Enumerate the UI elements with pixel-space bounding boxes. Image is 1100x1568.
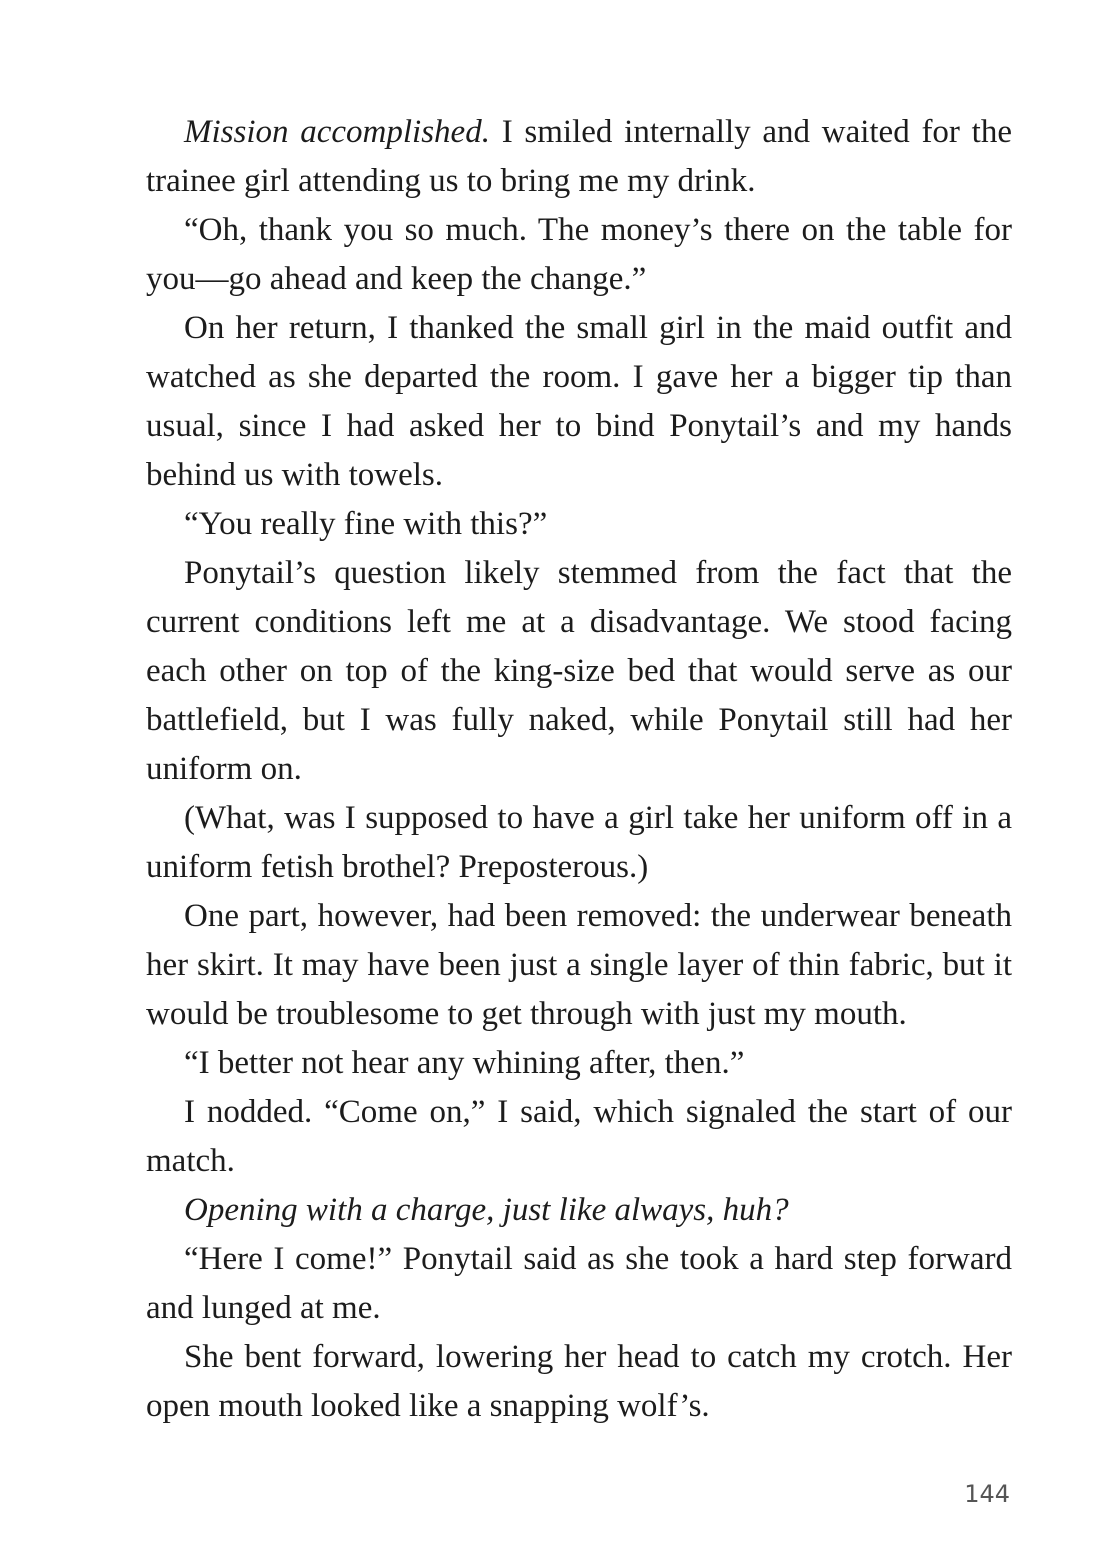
- paragraph-text: (What, was I supposed to have a girl take her uniform off in a uniform fetish brothel? Preposterous.): [146, 800, 1012, 885]
- paragraph: [146, 1088, 1012, 1186]
- paragraph: [146, 1186, 1012, 1235]
- paragraph-text: I smiled internally and waited for the trainee girl attending us to bring me my drink.: [146, 114, 1012, 199]
- paragraph-text: One part, however, had been removed: the underwear beneath her skirt. It may have been just a single layer of thin fabric, but it would be troublesome to get through with just my mouth.: [146, 898, 1012, 1032]
- paragraph: [146, 1333, 1012, 1431]
- paragraph: [146, 892, 1012, 1039]
- paragraph-text: “Oh, thank you so much. The money’s there on the table for you—go ahead and keep the change.”: [146, 212, 1012, 297]
- body-text: [146, 108, 1012, 1431]
- paragraph-text: She bent forward, lowering her head to catch my crotch. Her open mouth looked like a snapping wolf’s.: [146, 1339, 1012, 1424]
- page-number: 144: [964, 1480, 1010, 1508]
- paragraph-text: “Here I come!” Ponytail said as she took a hard step forward and lunged at me.: [146, 1241, 1012, 1326]
- paragraph-text: I nodded. “Come on,” I said, which signaled the start of our match.: [146, 1094, 1012, 1179]
- paragraph: [146, 1039, 1012, 1088]
- paragraph-text: On her return, I thanked the small girl in the maid outfit and watched as she departed the room. I gave her a bigger tip than usual, since I had asked her to bind Ponytail’s and my hands behind us with towels.: [146, 310, 1012, 493]
- paragraph: [146, 206, 1012, 304]
- paragraph: [146, 549, 1012, 794]
- paragraph: [146, 794, 1012, 892]
- paragraph: [146, 500, 1012, 549]
- paragraph: [146, 1235, 1012, 1333]
- paragraph: [146, 108, 1012, 206]
- paragraph: [146, 304, 1012, 500]
- italic-thought: Mission accomplished.: [184, 114, 490, 150]
- paragraph-text: “You really fine with this?”: [184, 506, 548, 542]
- italic-thought: Opening with a charge, just like always, huh?: [184, 1192, 789, 1228]
- paragraph-text: “I better not hear any whining after, then.”: [184, 1045, 745, 1081]
- paragraph-text: Ponytail’s question likely stemmed from the fact that the current conditions left me at a disadvantage. We stood facing each other on top of the king-size bed that would serve as our battlefield, but I was fully naked, while Ponytail still had her uniform on.: [146, 555, 1012, 787]
